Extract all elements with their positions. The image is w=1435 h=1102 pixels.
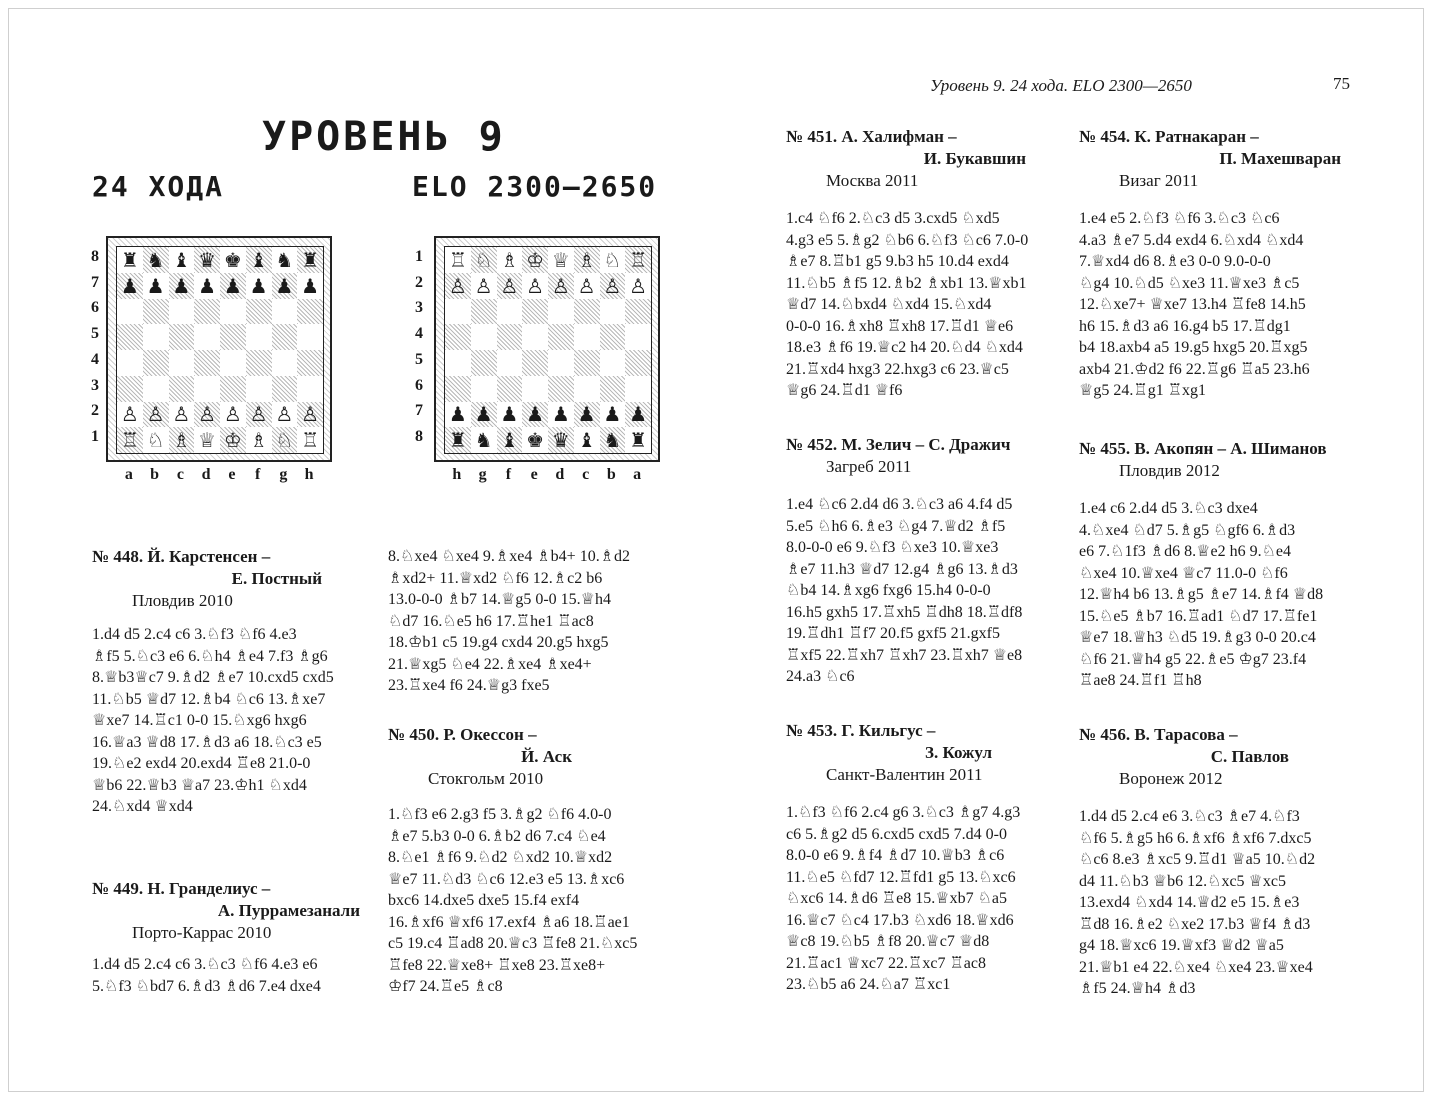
file-label: e: [228, 466, 236, 483]
game-451-players-line1: № 451. А. Халифман –: [786, 127, 957, 146]
board-square: [548, 324, 574, 350]
file-label: e: [530, 466, 538, 483]
board-square: [194, 350, 220, 376]
board-square: ♞: [471, 427, 497, 453]
board-square: ♝: [246, 247, 272, 273]
board-square: ♛: [548, 427, 574, 453]
game-449-moves: 1.d4 d5 2.c4 c6 3.♘c3 ♘f6 4.e3 e6 5.♘f3 ♘bd7 6.♗d3 ♗d6 7.e4 dxe4: [92, 956, 321, 995]
rank-label: 8: [415, 428, 423, 446]
board-square: [497, 376, 523, 402]
game-449-continuation: 8.♘xe4 ♘xe4 9.♗xe4 ♗b4+ 10.♗d2 ♗xd2+ 11.♕xd2 ♘f6 12.♗c2 b6 13.0-0-0 ♗b7 14.♕g5 0-0 15.♕h4 ♘d7 16.♘e5 h6 17.♖he1 ♖ac8 18.♔b1 c5 19.g4 cxd4 20.g5 hxg5 21.♕xg5 ♘e4 22.♗xe4 ♗xe4+ 23.♖xe4 f6 24.♕g3 fxe5: [388, 548, 631, 694]
game-452-moves: 1.e4 ♘c6 2.d4 d6 3.♘c3 a6 4.f4 d5 5.e5 ♘h6 6.♗e3 ♘g4 7.♕d2 ♗f5 8.0-0-0 e6 9.♘f3 ♘xe3 10.♕xe3 ♗e7 11.h3 ♕d7 12.g4 ♗g6 13.♗d3 ♘b4 14.♗xg6 fxg6 15.h4 0-0-0 16.h5 gxh5 17.♖xh5 ♖dh8 18.♖df8 19.♖dh1 ♖f7 20.f5 gxf5 21.gxf5 ♖xf5 22.♖xh7 ♖xh7 23.♖xh7 ♕e8 24.a3 ♘c6: [786, 496, 1023, 685]
file-label: b: [606, 466, 616, 483]
rank-label: 5: [415, 350, 423, 368]
board-square: ♙: [117, 402, 143, 428]
board-square: ♙: [143, 402, 169, 428]
board-square: [297, 299, 323, 325]
rank-label: 2: [415, 273, 423, 291]
board-square: ♙: [272, 402, 298, 428]
game-450-moves: 1.♘f3 e6 2.g3 f5 3.♗g2 ♘f6 4.0-0 ♗e7 5.b3 0-0 6.♗b2 d6 7.c4 ♘e4 8.♘e1 ♗f6 9.♘d2 ♘xd2 10.♕xd2 ♕e7 11.♘d3 ♘c6 12.e3 e5 13.♗xc6 bxc6 14.dxe5 dxe5 15.f4 exf4 16.♗xf6 ♕xf6 17.exf4 ♗a6 18.♖ae1 c5 19.c4 ♖ad8 20.♕c3 ♖fe8 21.♘xc5 ♖fe8 22.♕xe8+ ♖xe8 23.♖xe8+ ♔f7 24.♖e5 ♗c8: [388, 806, 638, 995]
board-square: ♗: [497, 247, 523, 273]
file-label: f: [505, 466, 512, 483]
game-456-players-line1: № 456. В. Тарасова –: [1079, 725, 1238, 744]
board-square: [143, 376, 169, 402]
board-square: ♘: [272, 427, 298, 453]
board-square: [220, 299, 246, 325]
board-square: ♙: [246, 402, 272, 428]
board-square: ♔: [220, 427, 246, 453]
game-456-moves: 1.d4 d5 2.c4 e6 3.♘c3 ♗e7 4.♘f3 ♘f6 5.♗g5 h6 6.♗xf6 ♗xf6 7.dxc5 ♘c6 8.e3 ♗xc5 9.♖d1 ♕a5 10.♘d2 d4 11.♘b3 ♕b6 12.♘xc5 ♕xc5 13.exd4 ♘xd4 14.♕d2 e5 15.♗e3 ♖d8 16.♗e2 ♘xe2 17.b3 ♕f4 ♗d3 g4 18.♕xc6 19.♕xf3 ♕d2 ♕a5 21.♕b1 e4 22.♘xe4 ♘xe4 23.♕xe4 ♗f5 24.♕h4 ♗d3: [1079, 808, 1316, 997]
board-square: [471, 299, 497, 325]
game-453-players-line2: З. Кожул: [925, 743, 992, 762]
file-label: a: [124, 466, 133, 483]
board-frame: [106, 236, 332, 462]
board-square: ♗: [574, 247, 600, 273]
rank-label: 5: [91, 325, 99, 343]
board-square: ♙: [220, 402, 246, 428]
board-square: ♘: [143, 427, 169, 453]
board-square: [169, 299, 195, 325]
board-square: [548, 350, 574, 376]
board-square: ♔: [522, 247, 548, 273]
game-449-players-line1: № 449. Н. Гранделиус –: [92, 879, 271, 898]
board-square: [143, 324, 169, 350]
board-square: [497, 324, 523, 350]
board-square: [117, 350, 143, 376]
rank-label: 8: [91, 247, 99, 265]
running-head: Уровень 9. 24 хода. ELO 2300—2650: [930, 76, 1192, 95]
board-square: ♘: [600, 247, 626, 273]
rank-label: 7: [415, 402, 423, 420]
board-square: [600, 299, 626, 325]
board-white: [88, 234, 348, 494]
board-square: ♖: [297, 427, 323, 453]
game-453-place: Санкт-Валентин 2011: [826, 765, 983, 784]
board-square: [522, 324, 548, 350]
board-square: [272, 350, 298, 376]
rank-label: 1: [415, 247, 423, 265]
board-square: ♙: [522, 273, 548, 299]
board-square: ♚: [220, 247, 246, 273]
game-455-moves: 1.e4 c6 2.d4 d5 3.♘c3 dxe4 4.♘xe4 ♘d7 5.♗g5 ♘gf6 6.♗d3 e6 7.♘1f3 ♗d6 8.♕e2 h6 9.♘e4 ♘xe4 10.♕xe4 ♕c7 11.0-0 ♘f6 12.♕h4 b6 13.♗g5 ♗e7 14.♗f4 ♕d8 15.♘e5 ♗b7 16.♖ad1 ♘d7 17.♖fe1 ♕e7 18.♕h3 ♘d5 19.♗g3 0-0 20.c4 ♘f6 21.♕h4 g5 22.♗e5 ♔g7 23.f4 ♖ae8 24.♖f1 ♖h8: [1079, 500, 1324, 689]
board-grid: [444, 246, 652, 454]
board-square: ♙: [625, 273, 651, 299]
board-square: [445, 299, 471, 325]
rank-label: 6: [91, 299, 99, 317]
game-450: [388, 724, 668, 998]
board-square: ♛: [194, 247, 220, 273]
board-square: ♕: [194, 427, 220, 453]
board-square: [297, 324, 323, 350]
game-450-players-line2: Й. Аск: [521, 747, 572, 766]
board-square: ♖: [445, 247, 471, 273]
board-square: ♜: [297, 247, 323, 273]
board-square: ♟: [600, 402, 626, 428]
board-square: ♙: [194, 402, 220, 428]
board-square: [220, 350, 246, 376]
board-square: [194, 324, 220, 350]
board-square: [143, 299, 169, 325]
board-square: ♟: [143, 273, 169, 299]
board-square: ♙: [471, 273, 497, 299]
elo-label: ELO 2300—2650: [412, 170, 658, 203]
board-square: ♟: [497, 402, 523, 428]
board-square: ♟: [220, 273, 246, 299]
rank-label: 4: [91, 350, 99, 368]
board-square: [574, 324, 600, 350]
board-square: ♙: [548, 273, 574, 299]
rank-label: 2: [91, 402, 99, 420]
board-square: ♟: [522, 402, 548, 428]
board-square: [471, 350, 497, 376]
game-453-players-line1: № 453. Г. Кильгус –: [786, 721, 936, 740]
moves-label: 24 ХОДА: [92, 170, 225, 203]
board-square: ♞: [600, 427, 626, 453]
game-448-players-line2: Е. Постный: [231, 569, 322, 588]
board-square: ♖: [625, 247, 651, 273]
board-square: [548, 299, 574, 325]
board-square: ♜: [117, 247, 143, 273]
board-square: ♜: [445, 427, 471, 453]
game-451: [786, 126, 1066, 402]
board-square: [471, 324, 497, 350]
board-square: [246, 350, 272, 376]
game-453: [786, 720, 1066, 996]
board-square: [522, 299, 548, 325]
board-square: [246, 376, 272, 402]
board-square: ♝: [497, 427, 523, 453]
file-label: f: [254, 466, 261, 483]
board-square: [246, 324, 272, 350]
board-square: ♟: [445, 402, 471, 428]
file-label: c: [176, 466, 184, 483]
board-square: ♙: [297, 402, 323, 428]
rank-label: 4: [415, 325, 423, 343]
board-square: [220, 376, 246, 402]
board-square: ♕: [548, 247, 574, 273]
board-square: [625, 376, 651, 402]
board-square: [194, 299, 220, 325]
level-title: УРОВЕНЬ 9: [262, 114, 506, 160]
board-square: [625, 350, 651, 376]
board-square: [272, 299, 298, 325]
board-square: ♘: [471, 247, 497, 273]
board-square: [246, 299, 272, 325]
game-454-moves: 1.e4 e5 2.♘f3 ♘f6 3.♘c3 ♘c6 4.a3 ♗e7 5.d4 exd4 6.♘xd4 ♘xd4 7.♕xd4 d6 8.♗e3 0-0 9.0-0-0 ♘g4 10.♘d5 ♘xe3 11.♕xe3 ♗c5 12.♘xe7+ ♕xe7 13.h4 ♖fe8 14.h5 h6 15.♗d3 a6 16.g4 b5 17.♖dg1 b4 18.axb4 a5 19.g5 hxg5 20.♖xg5 axb4 21.♔d2 f6 22.♖g6 ♖a5 23.h6 ♕g5 24.♖g1 ♖xg1: [1079, 210, 1310, 399]
board-square: ♙: [497, 273, 523, 299]
board-square: ♟: [246, 273, 272, 299]
board-square: ♟: [117, 273, 143, 299]
board-square: ♗: [169, 427, 195, 453]
game-448-players-line1: № 448. Й. Карстенсен –: [92, 547, 271, 566]
game-449: [92, 878, 372, 997]
board-black: [412, 234, 672, 494]
board-square: [220, 324, 246, 350]
game-456: [1079, 724, 1359, 1000]
game-454-players-line1: № 454. К. Ратнакаран –: [1079, 127, 1259, 146]
game-452-players: № 452. М. Зелич – С. Дражич: [786, 435, 1011, 454]
board-square: [445, 376, 471, 402]
board-square: [548, 376, 574, 402]
file-label: c: [582, 466, 590, 483]
board-square: ♝: [574, 427, 600, 453]
game-456-place: Воронеж 2012: [1119, 769, 1223, 788]
file-label: d: [555, 466, 565, 483]
board-square: [445, 350, 471, 376]
board-square: [297, 350, 323, 376]
rank-label: 1: [91, 428, 99, 446]
game-448-place: Пловдив 2010: [132, 591, 233, 610]
game-455-players: № 455. В. Акопян – А. Шиманов: [1079, 439, 1327, 458]
board-square: [169, 350, 195, 376]
file-label: a: [633, 466, 642, 483]
game-451-moves: 1.c4 ♘f6 2.♘c3 d5 3.cxd5 ♘xd5 4.g3 e5 5.♗g2 ♘b6 6.♘f3 ♘c6 7.0-0 ♗e7 8.♖b1 g5 9.b3 h5 10.d4 exd4 11.♘b5 ♗f5 12.♗b2 ♗xb1 13.♕xb1 ♕d7 14.♘bxd4 ♘xd4 15.♘xd4 0-0-0 16.♗xh8 ♖xh8 17.♖d1 ♕e6 18.e3 ♗f6 19.♕c2 h4 20.♘d4 ♘xd4 21.♖xd4 hxg3 22.hxg3 c6 23.♕c5 ♕g6 24.♖d1 ♕f6: [786, 210, 1029, 399]
board-square: ♚: [522, 427, 548, 453]
board-square: [600, 324, 626, 350]
game-448-moves: 1.d4 d5 2.c4 c6 3.♘f3 ♘f6 4.e3 ♗f5 5.♘c3 e6 6.♘h4 ♗e4 7.f3 ♗g6 8.♕b3♕c7 9.♗d2 ♗e7 10.cxd5 cxd5 11.♘b5 ♕d7 12.♗b4 ♘c6 13.♗xe7 ♕xe7 14.♖c1 0-0 15.♘xg6 hxg6 16.♕a3 ♕d8 17.♗d3 a6 18.♘c3 e5 19.♘e2 exd4 20.exd4 ♖e8 21.0-0 ♕b6 22.♕b3 ♕a7 23.♔h1 ♘xd4 24.♘xd4 ♕xd4: [92, 626, 334, 815]
board-square: ♟: [297, 273, 323, 299]
board-grid: [116, 246, 324, 454]
game-455-place: Пловдив 2012: [1119, 461, 1220, 480]
board-square: ♙: [445, 273, 471, 299]
game-456-players-line2: С. Павлов: [1210, 747, 1289, 766]
board-square: [625, 299, 651, 325]
board-square: [600, 350, 626, 376]
game-453-moves: 1.♘f3 ♘f6 2.c4 g6 3.♘c3 ♗g7 4.g3 c6 5.♗g2 d5 6.cxd5 cxd5 7.d4 0-0 8.0-0 e6 9.♗f4 ♗d7 10.♕b3 ♗c6 11.♘e5 ♘fd7 12.♖fd1 g5 13.♘xc6 ♘xc6 14.♗d6 ♖e8 15.♕xb7 ♘a5 16.♕c7 ♘c4 17.b3 ♘xd6 18.♕xd6 ♕c8 19.♘b5 ♗f8 20.♕c7 ♕d8 21.♖ac1 ♕xc7 22.♖xc7 ♖ac8 23.♘b5 a6 24.♘a7 ♖xc1: [786, 804, 1021, 993]
board-square: [574, 299, 600, 325]
game-450-place: Стокгольм 2010: [428, 769, 544, 788]
game-454-players-line2: П. Махешваран: [1219, 149, 1341, 168]
board-square: ♙: [600, 273, 626, 299]
game-452-place: Загреб 2011: [826, 457, 912, 476]
board-square: [445, 324, 471, 350]
rank-label: 7: [91, 273, 99, 291]
board-square: ♟: [471, 402, 497, 428]
board-square: [522, 376, 548, 402]
rank-label: 3: [91, 376, 99, 394]
game-450-players-line1: № 450. Р. Окессон –: [388, 725, 537, 744]
board-square: ♖: [117, 427, 143, 453]
board-square: [117, 376, 143, 402]
board-square: ♞: [272, 247, 298, 273]
rank-label: 6: [415, 376, 423, 394]
game-448: [92, 546, 362, 818]
board-square: ♟: [574, 402, 600, 428]
game-449-players-line2: А. Пуррамезанали: [217, 901, 360, 920]
game-455: [1079, 438, 1359, 692]
board-square: ♙: [169, 402, 195, 428]
board-square: ♟: [272, 273, 298, 299]
file-label: d: [201, 466, 211, 483]
board-square: [471, 376, 497, 402]
file-label: h: [304, 466, 314, 483]
board-square: ♞: [143, 247, 169, 273]
game-454: [1079, 126, 1359, 402]
board-square: [497, 299, 523, 325]
board-square: [117, 324, 143, 350]
board-square: [497, 350, 523, 376]
board-square: ♟: [625, 402, 651, 428]
game-451-place: Москва 2011: [826, 171, 919, 190]
game-451-players-line2: И. Букавшин: [923, 149, 1026, 168]
board-square: [194, 376, 220, 402]
rank-label: 3: [415, 299, 423, 317]
page-number: 75: [1333, 74, 1350, 93]
board-square: ♙: [574, 273, 600, 299]
board-square: [625, 324, 651, 350]
board-square: [117, 299, 143, 325]
board-square: [600, 376, 626, 402]
game-452: [786, 434, 1066, 688]
game-454-place: Визаг 2011: [1119, 171, 1199, 190]
board-square: ♟: [194, 273, 220, 299]
board-square: [297, 376, 323, 402]
board-square: [574, 376, 600, 402]
board-square: [272, 376, 298, 402]
board-square: ♜: [625, 427, 651, 453]
board-square: [522, 350, 548, 376]
board-square: ♟: [548, 402, 574, 428]
board-square: [169, 324, 195, 350]
board-square: ♗: [246, 427, 272, 453]
board-square: [143, 350, 169, 376]
board-square: [272, 324, 298, 350]
board-square: ♝: [169, 247, 195, 273]
file-label: g: [279, 466, 288, 483]
file-label: g: [478, 466, 487, 483]
board-frame: [434, 236, 660, 462]
board-square: [169, 376, 195, 402]
file-label: h: [452, 466, 462, 483]
board-square: [574, 350, 600, 376]
board-square: ♟: [169, 273, 195, 299]
file-label: b: [150, 466, 160, 483]
game-449-place: Порто-Каррас 2010: [132, 923, 272, 942]
